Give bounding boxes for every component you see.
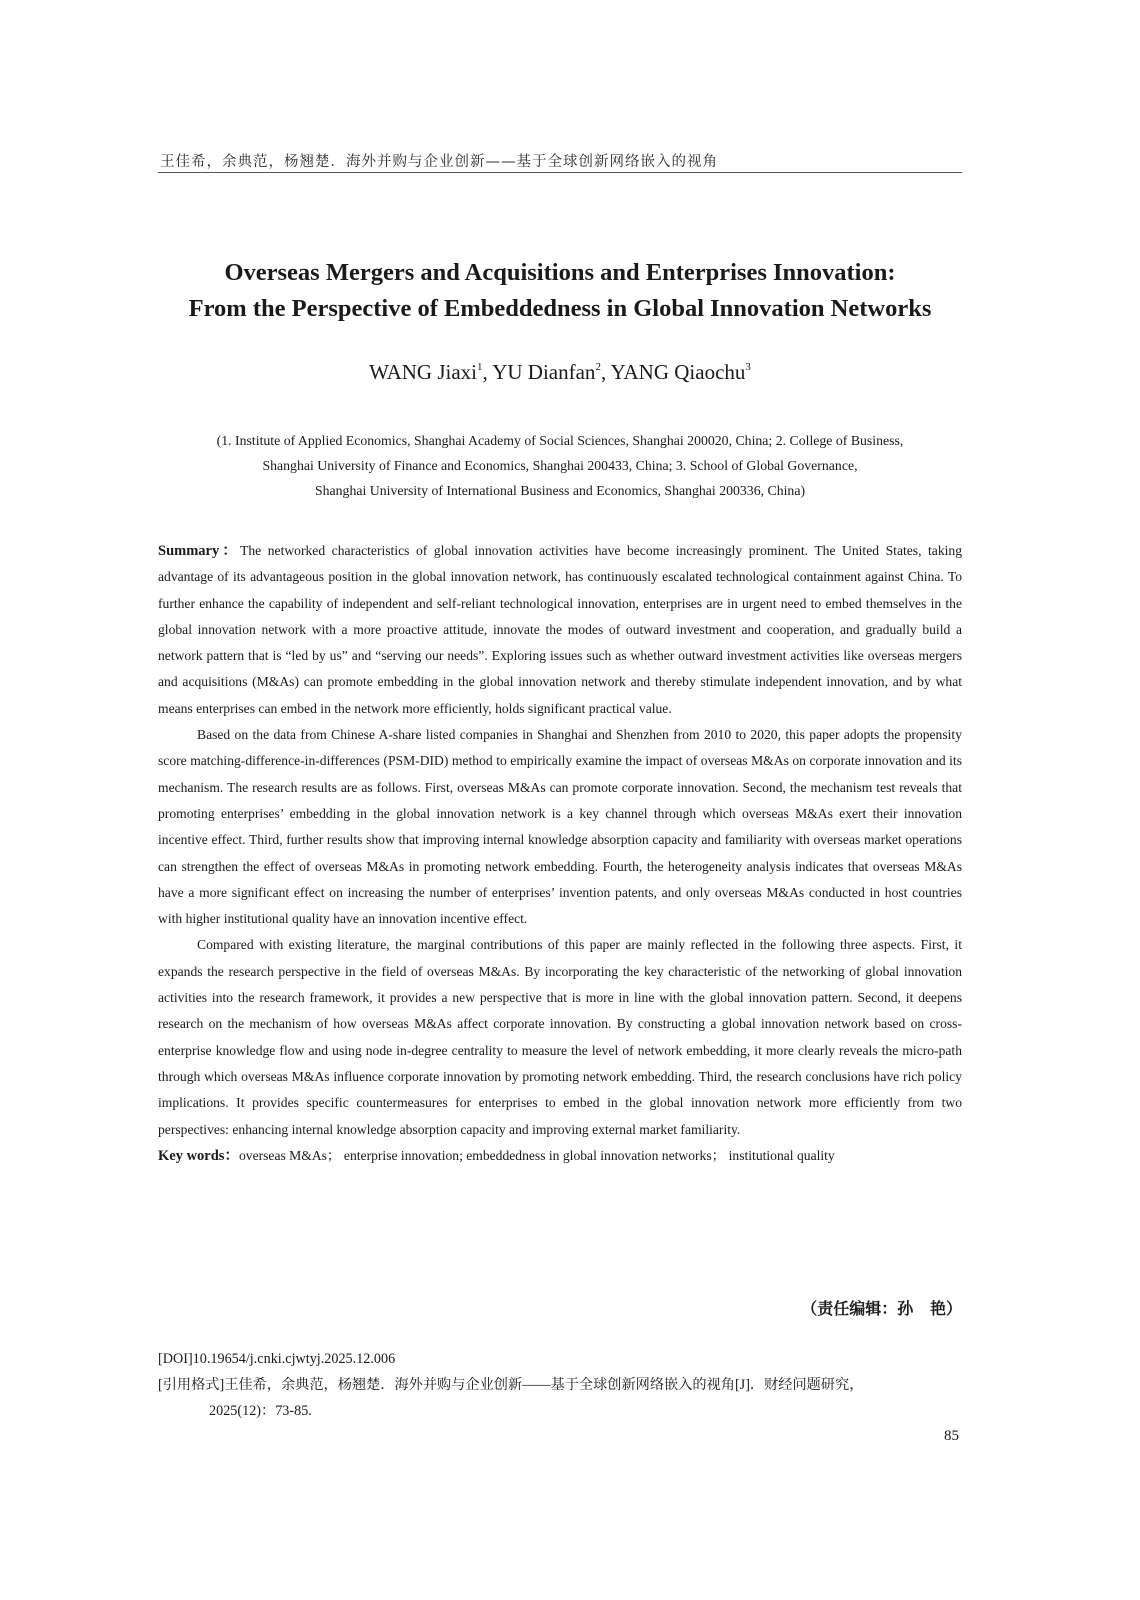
author-separator: ,	[482, 360, 493, 384]
paper-title-line-2: From the Perspective of Embeddedness in Global Innovation Networks	[188, 295, 932, 322]
reference-block	[158, 1346, 978, 1424]
summary-label: Summary	[158, 543, 220, 559]
summary-text: The networked characteristics of global innovation activities have become increasingly prominent. The United States, taking advantage of its advantageous position in the global innovation network, has continuously escalated technological containment against China. To further enhance the capability of independent and self-reliant technological innovation, enterprises are in urgent need to embed themselves in the global innovation network with a more proactive attitude, innovate the modes of outward investment and cooperation, and gradually build a network pattern that is “led by us” and “serving our needs”. Exploring issues such as whether outward investment activities like overseas mergers and acquisitions (M&As) can promote embedding in the global innovation network and thereby stimulate independent innovation, and by what means enterprises can embed in the network more efficiently, holds significant practical value.	[158, 543, 963, 716]
summary-paragraph-1	[158, 538, 962, 722]
author-affiliation-mark: 2	[595, 361, 601, 373]
page-number: 85	[944, 1428, 959, 1444]
summary-label-separator: ：	[219, 543, 241, 559]
responsible-editor: （责任编辑：孙 艳）	[801, 1299, 962, 1318]
running-head: 王佳希，余典范，杨翘楚．海外并购与企业创新——基于全球创新网络嵌入的视角	[160, 154, 718, 170]
author-list	[150, 360, 970, 385]
keywords-text: overseas M&As； enterprise innovation; embeddedness in global innovation networks； institutional quality	[238, 1147, 835, 1163]
author-name: WANG Jiaxi	[369, 360, 477, 384]
affiliation-line: Shanghai University of International Business and Economics, Shanghai 200336, China)	[314, 483, 806, 498]
keywords-label: Key words	[158, 1147, 225, 1164]
affiliation-line: Shanghai University of Finance and Economics, Shanghai 200433, China; 3. School of Global Governance,	[262, 458, 858, 473]
keywords-label-separator: ：	[224, 1147, 239, 1164]
author-name: YU Dianfan	[492, 360, 596, 384]
summary-paragraph-2: Based on the data from Chinese A-share listed companies in Shanghai and Shenzhen from 2010 to 2020, this paper adopts the propensity score matching-difference-in-differences (PSM-DID) method to empirically examine the impact of overseas M&As on corporate innovation and its mechanism. The research results are as follows. First, overseas M&As can promote corporate innovation. Second, the mechanism test reveals that promoting enterprises’ embedding in the global innovation network is a key channel through which overseas M&As exert their innovation incentive effect. Third, further results show that improving internal knowledge absorption capacity and familiarity with overseas market operations can strengthen the effect of overseas M&As in promoting network embedding. Fourth, the heterogeneity analysis indicates that overseas M&As have a more significant effect on increasing the number of enterprises’ invention patents, and only overseas M&As conducted in host countries with higher institutional quality have an innovation incentive effect.	[158, 727, 962, 927]
paper-title-line-1: Overseas Mergers and Acquisitions and Enterprises Innovation:	[224, 259, 896, 286]
author-affiliation-mark: 1	[476, 361, 483, 373]
author-affiliation-mark: 3	[745, 361, 751, 373]
author-name: YANG Qiaochu	[610, 360, 746, 384]
author-separator: ,	[600, 360, 611, 384]
paper-title	[150, 255, 970, 327]
citation-format-line-2: 2025(12)：73-85.	[209, 1403, 312, 1419]
header-rule	[158, 172, 962, 173]
doi: [DOI]10.19654/j.cnki.cjwtyj.2025.12.006	[158, 1351, 396, 1367]
abstract-body	[158, 538, 962, 1169]
keywords-line	[158, 1143, 962, 1169]
summary-paragraph-3: Compared with existing literature, the marginal contributions of this paper are mainly reflected in the following three aspects. First, it expands the research perspective in the field of overseas M&As. By incorporating the key characteristic of the networking of global innovation activities into the research framework, it provides a new perspective that is more in line with the global innovation pattern. Second, it deepens research on the mechanism of how overseas M&As affect corporate innovation. By constructing a global innovation network based on cross-enterprise knowledge flow and using node in-degree centrality to measure the level of network embedding, it more clearly reveals the micro-path through which overseas M&As influence corporate innovation by promoting network embedding. Third, the research conclusions have rich policy implications. It provides specific countermeasures for enterprises to embed in the global innovation network more efficiently from two perspectives: enhancing internal knowledge absorption capacity and improving external market familiarity.	[158, 937, 962, 1137]
citation-format-line-1: [引用格式]王佳希，余典范，杨翘楚．海外并购与企业创新——基于全球创新网络嵌入的视角[J]．财经问题研究，	[158, 1377, 864, 1393]
affiliation-line: (1. Institute of Applied Economics, Shanghai Academy of Social Sciences, Shanghai 200020, China; 2. College of Business,	[216, 433, 904, 448]
affiliations	[150, 428, 970, 503]
